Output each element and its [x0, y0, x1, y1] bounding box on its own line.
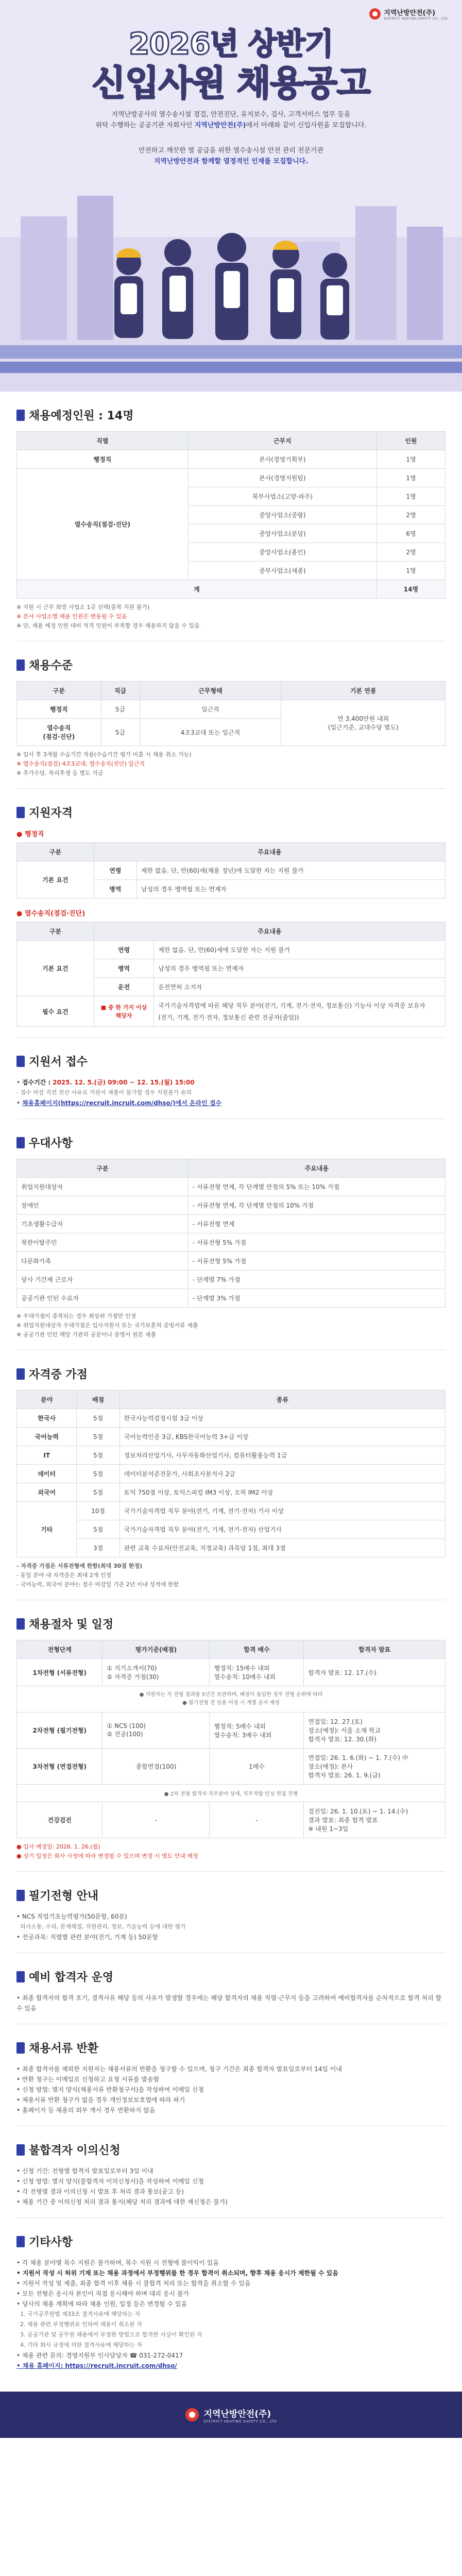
table-row: 공공기관 인턴 수료자 - 단계별 3% 가점 — [17, 1289, 446, 1308]
section-marker-icon — [16, 1890, 25, 1901]
table-row: 한국사 5점 한국사능력검정시험 3급 이상 — [17, 1409, 446, 1428]
section-recruit — [0, 392, 462, 641]
section-marker-icon — [16, 1137, 25, 1148]
section-grievance — [0, 2126, 462, 2217]
table-row: 기본 요건 연령 제한 없음. 단, 만(60)세(채용 정년)에 도달한 자는 지원 불가 — [17, 861, 446, 880]
section-title: 기타사항 — [16, 2233, 446, 2249]
table-row: 5점 국가기술자격법 직무 분야(전기, 기계, 전기·전자) 산업기사 — [17, 1520, 446, 1539]
section-title: 예비 합격자 운영 — [16, 1969, 446, 1985]
section-marker-icon — [16, 659, 25, 671]
recruit-table: 직렬 근무지 인원 행정직 본사(경영기획부) 1명 열수송직(점검·진단) 본사(경영지원팀) 1명 북부사업소(고양·파주) 1명 중앙사업소(중랑) 2명 중앙사업소(분당) 6명 중앙사업소(용인) 2명 중부사업소(세종) 1명 계 14명 — [16, 431, 446, 599]
section-title: 채용수준 — [16, 657, 446, 673]
admin-subtitle: ● 행정직 — [16, 831, 44, 838]
table-note-row: ● 2차 전형 합격자 직무분야 상세, 직무적합·인성 면접 진행 — [17, 1785, 446, 1802]
recruit-site-link[interactable]: 채용홈페이지(https://recruit.incruit.com/dhso/)에서 온라인 접수 — [22, 1099, 222, 1107]
table-row: 병역 남성의 경우 병역필 또는 면제자 — [17, 880, 446, 899]
hero-intro-2 — [0, 145, 462, 167]
section-title: 자격증 가점 — [16, 1366, 446, 1382]
table-row: 행정직 본사(경영기획부) 1명 — [17, 450, 446, 469]
logo-mark-icon — [369, 8, 381, 20]
table-row: 행정직 5급 일근직 연 3,400만원 내외 (일근기준, 교대수당 별도) — [17, 700, 446, 719]
process-notes: ● 입사 예정일: 2026. 1. 26.(월) ● 상기 일정은 회사 사정에 따라 변경될 수 있으며 변경 시 별도 안내 예정 — [16, 1843, 198, 1859]
level-table: 구분 직급 근무형태 기본 연봉 행정직 5급 일근직 연 3,400만원 내외 (일근기준, 교대수당 별도) 열수송직 (점검·진단) 5급 4조3교대 또는 일근직 — [16, 681, 446, 746]
hero-title-line2: 신입사원 채용공고 — [92, 63, 370, 104]
table-row: 기초생활수급자 - 서류전형 면제 — [17, 1215, 446, 1233]
section-title: 필기전형 안내 — [16, 1887, 446, 1903]
recruit-notes: ※ 지원 시 근무 희망 사업소 1곳 선택(중복 지원 불가) ※ 본사 사업소별 채용 인원은 변동될 수 있음 ※ 단, 채용 예정 인원 대비 적격 인원이 부족할 경우 채용하지 않을 수 있음 — [16, 604, 200, 629]
section-marker-icon — [16, 410, 25, 421]
table-row: 기본 요건 연령 제한 없음. 단, 만(60)세에 도달한 자는 지원 불가 — [17, 941, 446, 959]
reserve-details: • 최종 합격자의 합격 포기, 결격사유 해당 등의 사유가 발생할 경우에는 해당 합격자의 채용 직렬·근무지 등을 고려하여 예비합격자를 순차적으로 합격 처리 할 수 있음 — [16, 1994, 442, 2012]
section-marker-icon — [16, 1618, 25, 1630]
process-table: 전형단계 평가기준(배점) 합격 배수 합격자 발표 1차전형 (서류전형) ① 지기소개서(70) ② 자격증 가점(30) 행정직: 15배수 내외 열수송직: 10배수 내외 합격자 발표: 12. 17.(수) ● 지원자는 각 전형 결과를 5년간 보관하며, 배점이 동일한 경우 전형 순위에 따라 ● 필기전형 전 임용 미정 시 개별 공지 예정 2차전형 (필기전형) ① NCS (100) ② 전공(100) 행정직: 5배수 내외 열수송직: 3배수 내외 면접일: 12. 27.(토) 장소(예정): 서울 소재 학교 합격자 발표: 12. 30.(화) 3차전형 (면접전형) 종합면접(100) 1배수 면접일: 26. 1. 6.(화) ~ 1. 7.(수) 中 장소(예정): 본사 합격자 발표: 26. 1. 9.(금) ● 2차 전형 합격자 직무분야 상세, 직무적합·인성 면접 진행 건강검진 - - 검진일: 26. 1. 10.(토) ~ 1. 14.(수) 결과 발표: 최종 합격 발표 ※ 내원 1~3일 — [16, 1640, 446, 1838]
section-qualify — [0, 789, 462, 1037]
section-etc — [0, 2218, 462, 2381]
section-title: 채용예정인원 : 14명 — [16, 407, 446, 423]
level-notes: ※ 입사 후 3개월 수습기간 적용(수습기간 평가 미흡 시 채용 취소 가능) ※ 열수송직(점검) 4조3교대, 열수송직(진단) 일근직 ※ 추가수당, 복리후생 등 별도 지급 — [16, 751, 192, 776]
section-title: 지원서 접수 — [16, 1053, 446, 1069]
section-title: 지원자격 — [16, 804, 446, 820]
hero-intro-company: 지역난방안전(주) — [194, 122, 246, 129]
table-row: 당사 기간제 근로자 - 단계별 7% 가점 — [17, 1270, 446, 1289]
section-certificate — [0, 1350, 462, 1600]
apply-details: • 접수기간 : 2025. 12. 5.(금) 09:00 ~ 12. 15.(월) 15:00 - 접수 마감 직전 전산 사유로 지원서 제출이 불가할 경우 지원불가 유의 • 채용홈페이지(https://recruit.incruit.com/dhso/)에서 온라인 접수 — [16, 1079, 222, 1107]
table-row: 필수 요건 ■ 중 한 가지 이상 해당자 국가기술자격법에 따른 해당 직무 분야(전기, 기계, 전기·전자, 정보통신) 기능사 이상 자격증 보유자 (전기, 기계, 전기·전자, 정보통신 관련 전공자(졸업)) — [17, 996, 446, 1027]
section-title: 채용서류 반환 — [16, 2040, 446, 2056]
hero-intro-line2-end: 에서 아래와 같이 신입사원을 모집합니다. — [246, 122, 367, 129]
section-preference — [0, 1119, 462, 1350]
section-marker-icon — [16, 1971, 25, 1982]
table-row: 장애인 - 서류전형 면제, 각 단계별 만점의 10% 가점 — [17, 1196, 446, 1215]
hero-title-line1: 2026년 상반기 — [129, 26, 333, 61]
section-marker-icon — [16, 2042, 25, 2054]
certificate-notes: - 자격증 가점은 서류전형에 한함(최대 30점 한정) - 동일 분야 내 자격증은 최대 2개 인정 - 국어능력, 외국어 분야는 접수 마감일 기준 2년 이내 성적에 한함 — [16, 1563, 179, 1588]
company-logo — [369, 7, 448, 21]
etc-details: • 각 채용 분야별 복수 지원은 불가하며, 복수 지원 시 전형에 불이익이 있음 • 지원서 작성 시 허위 기재 또는 채용 과정에서 부정행위를 한 경우 합격이 취소되며, 향후 채용 응시가 제한될 수 있음 • 지원서 작성 및 제출, 최종 합격 이후 채용 시 불합격 처리 또는 합격을 취소할 수 있음 • 모든 전형은 응시자 본인이 직접 응시해야 하며 대리 응시 불가 • 당사의 채용 계획에 따라 채용 인원, 일정 등은 변경될 수 있음 1. 국가공무원법 제33조 결격사유에 해당하는 자 2. 채용 관련 부정행위로 인하여 채용이 취소된 자 3. 공공기관 및 공무원 채용에서 부정한 방법으로 합격한 사실이 확인된 자 4. 기타 회사 규정에 의한 결격사유에 해당하는 자 • 채용 관련 문의: 경영지원부 인사담당자 ☎ 031-272-0417 • 채용 홈페이지: https://recruit.incruit.com/dhso/ — [16, 2259, 338, 2369]
section-reserve — [0, 1953, 462, 2024]
table-row: 건강검진 - - 검진일: 26. 1. 10.(토) ~ 1. 14.(수) 결과 발표: 최종 합격 발표 ※ 내원 1~3일 — [17, 1802, 446, 1838]
table-row: 1차전형 (서류전형) ① 지기소개서(70) ② 자격증 가점(30) 행정직: 15배수 내외 열수송직: 10배수 내외 합격자 발표: 12. 17.(수) — [17, 1659, 446, 1686]
preference-table: 구분 주요내용 취업지원대상자 - 서류전형 면제, 각 단계별 만점의 5% 또는 10% 가점 장애인 - 서류전형 면제, 각 단계별 만점의 10% 가점 기초생활수급자 - 서류전형 면제 북한이탈주민 - 서류전형 5% 가점 다문화가족 - 서류전형 5% 가점 당사 기간제 근로자 - 단계별 7% 가점 공공기관 인턴 수료자 - 단계별 3% 가점 — [16, 1159, 446, 1308]
table-row: 3차전형 (면접전형) 종합면접(100) 1배수 면접일: 26. 1. 6.(화) ~ 1. 7.(수) 中 장소(예정): 본사 합격자 발표: 26. 1. 9.(금) — [17, 1749, 446, 1785]
table-row: 기타 10점 국가기술자격법 직무 분야(전기, 기계, 전기·전자) 기사 이상 — [17, 1502, 446, 1520]
table-row: 중앙사업소(중랑) 2명 — [17, 506, 446, 524]
table-row: 다문화가족 - 서류전형 5% 가점 — [17, 1252, 446, 1270]
table-row: 병역 남성의 경우 병역필 또는 면제자 — [17, 959, 446, 978]
written-details: • NCS 직업기초능력평가(50문항, 60분) 의사소통, 수리, 문제해결, 자원관리, 정보, 기술능력 등에 대한 평가 • 전공과목: 직렬별 관련 분야(전기, 기계 등) 50문항 — [16, 1913, 186, 1941]
table-row: 북한이탈주민 - 서류전형 5% 가점 — [17, 1233, 446, 1252]
table-row: 열수송직 (점검·진단) 5급 4조3교대 또는 일근직 — [17, 719, 446, 746]
hero-intro — [0, 109, 462, 131]
table-row: 3점 관련 교육 수료자(안전교육, 지정교육) 과목당 1점, 최대 3점 — [17, 1539, 446, 1557]
hero-illustration — [0, 175, 462, 392]
certificate-table: 분야 배점 종류 한국사 5점 한국사능력검정시험 3급 이상 국어능력 5점 국어능력인증 3급, KBS한국어능력 3+급 이상 IT 5점 정보처리산업기사, 사무자동화산업기사, 컴퓨터활용능력 1급 데이터 5점 데이터분석준전문가, 사회조사분석사 2급 외국어 5점 토익 750점 이상, 토익스피킹 IM3 이상, 오픽 IM2 이상 기타 10점 국가기술자격법 직무 분야(전기, 기계, 전기·전자) 기사 이상 5점 국가기술자격법 직무 분야(전기, 기계, 전기·전자) 산업기사 3점 관련 교육 수료자(안전교육, 지정교육) 과목당 1점, 최대 3점 — [16, 1390, 446, 1557]
section-written-test — [0, 1872, 462, 1953]
table-row: 국어능력 5점 국어능력인증 3급, KBS한국어능력 3+급 이상 — [17, 1428, 446, 1446]
section-marker-icon — [16, 1056, 25, 1067]
table-row: 중앙사업소(분당) 6명 — [17, 524, 446, 543]
doc-return-details: • 최종 합격자를 제외한 지원자는 채용서류의 반환을 청구할 수 있으며, 청구 기간은 최종 합격자 발표일로부터 14일 이내 • 반환 청구는 이메일로 신청하고 요청 서류를 발송함 • 신청 방법: 별지 양식(채용서류 반환청구서)을 작성하여 이메일 신청 • 채용서류 반환 청구가 없을 경우 개인정보보호법에 따라 파기 • 홈페이지 등 채용의 외부 게시 경우 반환하지 않음 — [16, 2065, 343, 2114]
logo-name-kr: 지역난방안전(주) — [384, 9, 436, 17]
section-marker-icon — [16, 807, 25, 818]
table-row: 열수송직(점검·진단) 본사(경영지원팀) 1명 — [17, 469, 446, 487]
field-subtitle: ● 열수송직(점검·진단) — [16, 910, 85, 918]
section-doc-return — [0, 2024, 462, 2126]
section-title: 우대사항 — [16, 1134, 446, 1150]
footer-name-en: DISTRICT HEATING SAFETY CO., LTD — [203, 2419, 277, 2424]
hero-banner — [0, 0, 462, 392]
table-row: IT 5점 정보처리산업기사, 사무자동화산업기사, 컴퓨터활용능력 1급 — [17, 1446, 446, 1465]
hero-intro-line1: 지역난방공사의 열수송시설 점검, 안전진단, 유지보수, 검사, 고객서비스 업무 등을 — [111, 111, 351, 118]
hero-intro-line2: 위탁 수행하는 공공기관 자회사인 — [95, 122, 193, 129]
section-title: 불합격자 이의신청 — [16, 2142, 446, 2158]
section-apply — [0, 1038, 462, 1118]
hero-intro-line4: 지역난방안전과 함께할 열정적인 인재를 모집합니다. — [153, 158, 309, 165]
table-row: 취업지원대상자 - 서류전형 면제, 각 단계별 만점의 5% 또는 10% 가점 — [17, 1178, 446, 1196]
section-level — [0, 641, 462, 788]
table-row: 2차전형 (필기전형) ① NCS (100) ② 전공(100) 행정직: 5배수 내외 열수송직: 3배수 내외 면접일: 12. 27.(토) 장소(예정): 서울 소재 학교 합격자 발표: 12. 30.(화) — [17, 1713, 446, 1749]
preference-notes: ※ 우대가점이 중복되는 경우 최상위 가점만 인정 ※ 취업지원대상자 우대가점은 입사지원서 또는 국가보훈처 증빙서류 제출 ※ 공공기관 인턴 해당 기관의 공문이나 증명서 원본 제출 — [16, 1313, 198, 1338]
admin-qualify-table: 구분 주요내용 기본 요건 연령 제한 없음. 단, 만(60)세(채용 정년)에 도달한 자는 지원 불가 병역 남성의 경우 병역필 또는 면제자 — [16, 842, 446, 899]
hero-intro-line3: 안전하고 깨끗한 열 공급을 위한 열수송시설 안전 관리 전문기관 — [138, 147, 324, 155]
table-row: 중부사업소(세종) 1명 — [17, 562, 446, 580]
table-row: 북부사업소(고양·파주) 1명 — [17, 487, 446, 506]
section-process — [0, 1600, 462, 1871]
section-marker-icon — [16, 2236, 25, 2247]
logo-name-en: DISTRICT HEATING SAFETY CO., LTD — [384, 17, 448, 21]
field-qualify-table: 구분 주요내용 기본 요건 연령 제한 없음. 단, 만(60)세에 도달한 자는 지원 불가 병역 남성의 경우 병역필 또는 면제자 운전 운전면허 소지자 필수 요건 ■ 중 한 가지 이상 해당자 국가기술자격법에 따른 해당 직무 분야(전기, 기계, 전기·전자, 정보통신) 기능사 이상 자격증 보유자 (전기, 기계, 전기·전자, 정보통신 관련 전공자(졸업)) — [16, 922, 446, 1027]
table-row: 데이터 5점 데이터분석준전문가, 사회조사분석사 2급 — [17, 1465, 446, 1483]
footer-name-kr: 지역난방안전(주) — [203, 2409, 271, 2419]
table-row: 운전 운전면허 소지자 — [17, 978, 446, 996]
table-row: 중앙사업소(용인) 2명 — [17, 543, 446, 562]
table-row: 외국어 5점 토익 750점 이상, 토익스피킹 IM3 이상, 오픽 IM2 이상 — [17, 1483, 446, 1502]
table-note-row: ● 지원자는 각 전형 결과를 5년간 보관하며, 배점이 동일한 경우 전형 순위에 따라 ● 필기전형 전 임용 미정 시 개별 공지 예정 — [17, 1686, 446, 1713]
footer-logo — [0, 2392, 462, 2438]
section-marker-icon — [16, 1368, 25, 1380]
table-total-row: 계 14명 — [17, 580, 446, 599]
section-marker-icon — [16, 2144, 25, 2156]
section-title: 채용절차 및 일정 — [16, 1616, 446, 1632]
grievance-details: • 신청 기간: 전형별 합격자 발표일로부터 3일 이내 • 신청 방법: 별지 양식(불합격자 이의신청서)을 작성하여 이메일 신청 • 각 전형별 결과 이의신청 시 발표 후 처리 결과 통보(공고 등) • 채용 기간 중 이의신청 처리 결과 통지(해당 처리 결과에 대한 재신청은 불가) — [16, 2167, 228, 2206]
footer-logo-mark-icon — [185, 2408, 199, 2421]
recruit-homepage-link[interactable]: • 채용 홈페이지: https://recruit.incruit.com/dhso/ — [16, 2362, 177, 2369]
